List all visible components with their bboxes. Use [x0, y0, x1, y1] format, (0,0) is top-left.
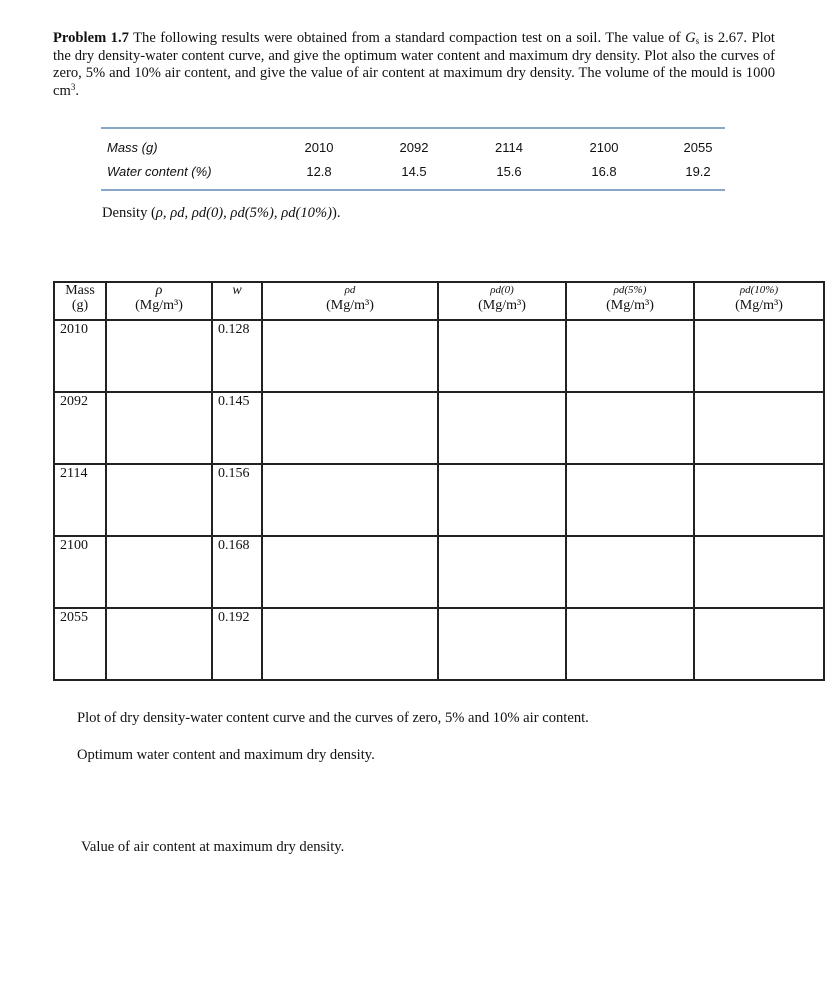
mass-cell-value: 2100	[60, 538, 88, 553]
mass-row	[101, 136, 725, 160]
mass-cell	[54, 320, 106, 392]
w-cell-value: 0.156	[218, 466, 250, 481]
blank-cell[interactable]	[438, 536, 566, 608]
blank-cell[interactable]	[438, 320, 566, 392]
header-rho-d-symbol: ρd	[344, 284, 356, 296]
blank-cell[interactable]	[262, 536, 438, 608]
header-mass-label: Mass	[65, 283, 95, 298]
w-cell	[212, 320, 262, 392]
blank-cell[interactable]	[566, 392, 694, 464]
blank-cell[interactable]	[106, 608, 212, 680]
header-rho-d10-unit: (Mg/m³)	[735, 298, 783, 313]
header-rho-symbol: ρ	[155, 283, 163, 298]
w-cell-value: 0.128	[218, 322, 250, 337]
mass-cell-value: 2092	[60, 394, 88, 409]
blank-cell[interactable]	[438, 392, 566, 464]
table-row	[54, 536, 824, 608]
blank-cell[interactable]	[106, 536, 212, 608]
blank-cell[interactable]	[566, 464, 694, 536]
blank-cell[interactable]	[438, 464, 566, 536]
w-cell-value: 0.168	[218, 538, 250, 553]
w-cell	[212, 392, 262, 464]
blank-cell[interactable]	[262, 320, 438, 392]
water-content-value: 16.8	[591, 164, 617, 179]
optimum-instruction: Optimum water content and maximum dry density.	[77, 747, 375, 763]
compaction-data-table	[101, 127, 725, 191]
problem-text-1: The following results were obtained from a standard compaction test on a soil. The value of	[133, 30, 681, 46]
blank-cell[interactable]	[262, 608, 438, 680]
gs-subscript: s	[695, 36, 700, 46]
mass-value: 2100	[589, 140, 619, 155]
blank-cell[interactable]	[566, 320, 694, 392]
blank-cell[interactable]	[566, 536, 694, 608]
w-cell	[212, 464, 262, 536]
blank-cell[interactable]	[694, 320, 824, 392]
grid-header-row	[54, 282, 824, 320]
mass-cell	[54, 392, 106, 464]
mass-cell-value: 2055	[60, 610, 88, 625]
density-prefix: Density (	[102, 205, 156, 221]
water-content-value: 19.2	[685, 164, 711, 179]
mass-cell	[54, 464, 106, 536]
table-row	[54, 392, 824, 464]
header-w	[212, 282, 262, 320]
header-rho-d5-symbol: ρd(5%)	[613, 284, 647, 296]
water-content-value: 14.5	[401, 164, 427, 179]
mass-cell-value: 2114	[60, 466, 88, 481]
air-content-instruction: Value of air content at maximum dry density.	[81, 839, 345, 855]
blank-cell[interactable]	[694, 608, 824, 680]
water-content-row	[101, 160, 725, 184]
header-rho-d	[262, 282, 438, 320]
blank-cell[interactable]	[438, 608, 566, 680]
results-grid	[53, 281, 825, 681]
blank-cell[interactable]	[106, 464, 212, 536]
w-cell-value: 0.192	[218, 610, 250, 625]
mass-value: 2092	[399, 140, 429, 155]
blank-cell[interactable]	[262, 392, 438, 464]
w-cell	[212, 536, 262, 608]
problem-text-2: is 2.67. Plot the dry density-water content curve, and give the optimum water content and maximum dry density. Plot also the curves of zero, 5% and 10% air content, and give the value of air content at maximum dry density. The volume of the mould is 1000 cm	[53, 30, 775, 99]
density-suffix: ).	[331, 205, 341, 221]
plot-instruction: Plot of dry density-water content curve and the curves of zero, 5% and 10% air content.	[77, 710, 589, 726]
header-rho-d-unit: (Mg/m³)	[326, 298, 374, 313]
gs-symbol: G	[685, 30, 696, 46]
mass-cell-value: 2010	[60, 322, 88, 337]
blank-cell[interactable]	[262, 464, 438, 536]
blank-cell[interactable]	[566, 608, 694, 680]
table-row	[54, 320, 824, 392]
header-rho-d0-symbol: ρd(0)	[490, 284, 514, 296]
header-w-symbol: w	[232, 283, 242, 298]
problem-text-end: .	[75, 82, 79, 99]
water-content-label: Water content (%)	[107, 164, 212, 179]
blank-cell[interactable]	[694, 536, 824, 608]
header-mass	[54, 282, 106, 320]
density-symbols: ρ, ρd, ρd(0), ρd(5%), ρd(10%)	[155, 205, 332, 221]
header-rho-d10-symbol: ρd(10%)	[739, 284, 779, 296]
blank-cell[interactable]	[694, 392, 824, 464]
table-row	[54, 464, 824, 536]
blank-cell[interactable]	[106, 392, 212, 464]
header-rho-d5	[566, 282, 694, 320]
mass-value: 2114	[495, 140, 523, 155]
water-content-value: 15.6	[496, 164, 522, 179]
header-rho	[106, 282, 212, 320]
volume-unit-sup: 3	[70, 81, 76, 92]
header-rho-d0-unit: (Mg/m³)	[478, 298, 526, 313]
mass-value: 2055	[683, 140, 713, 155]
mass-value: 2010	[304, 140, 334, 155]
w-cell-value: 0.145	[218, 394, 250, 409]
header-rho-d10	[694, 282, 824, 320]
w-cell	[212, 608, 262, 680]
header-rho-unit: (Mg/m³)	[135, 298, 183, 313]
density-heading	[102, 205, 341, 222]
header-rho-d0	[438, 282, 566, 320]
water-content-value: 12.8	[306, 164, 332, 179]
problem-label: Problem 1.7	[53, 30, 129, 46]
blank-cell[interactable]	[694, 464, 824, 536]
header-mass-unit: (g)	[71, 298, 89, 313]
mass-row-label: Mass (g)	[107, 140, 158, 155]
problem-statement	[53, 30, 775, 100]
table-row	[54, 608, 824, 680]
mass-cell	[54, 608, 106, 680]
header-rho-d5-unit: (Mg/m³)	[606, 298, 654, 313]
mass-cell	[54, 536, 106, 608]
blank-cell[interactable]	[106, 320, 212, 392]
